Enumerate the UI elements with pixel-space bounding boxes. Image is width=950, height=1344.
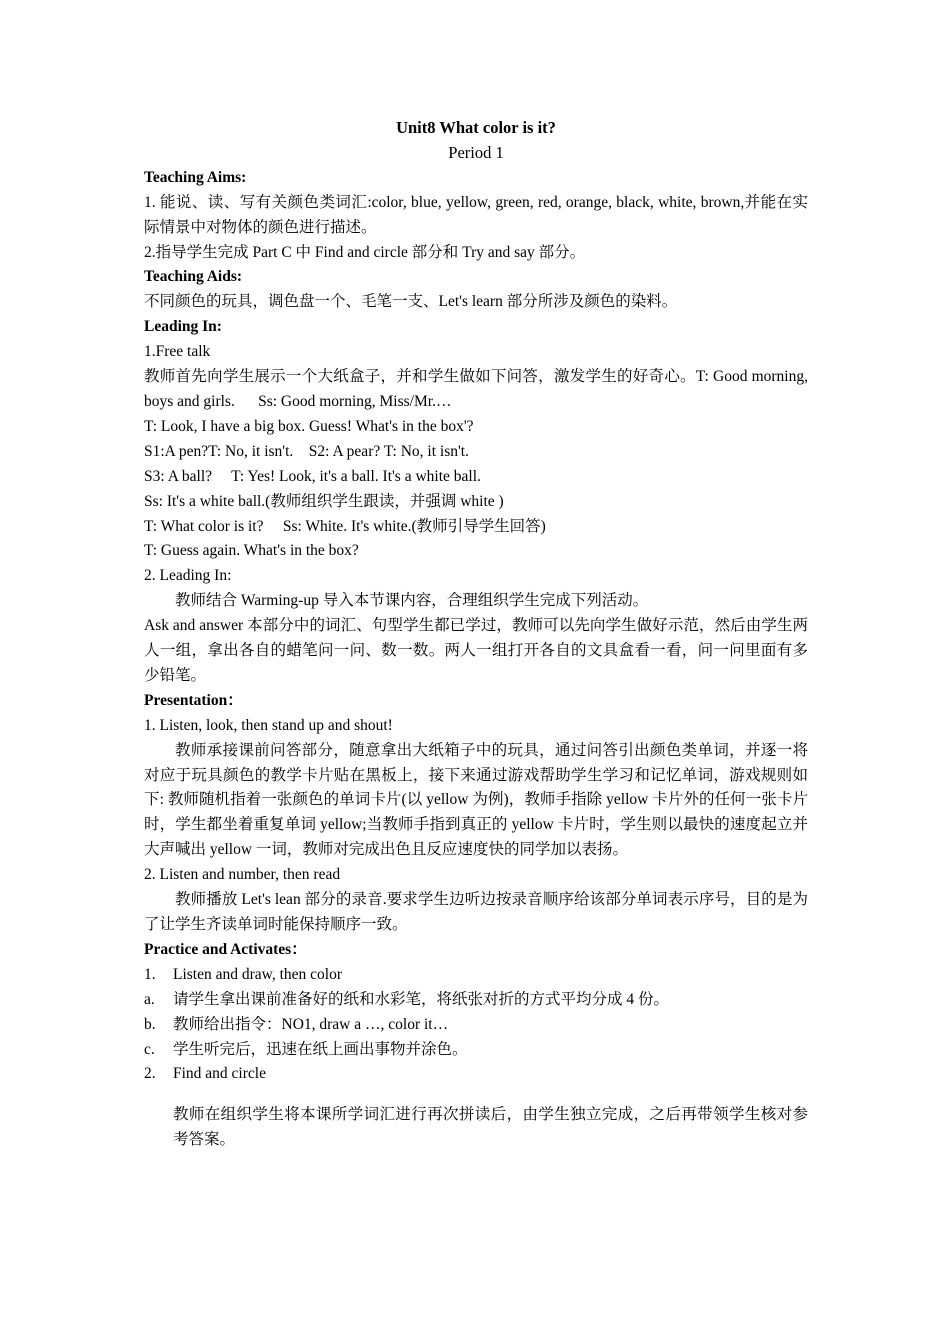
- document-title: Unit8 What color is it?: [396, 118, 556, 137]
- list-item-text: Listen and draw, then color: [173, 965, 343, 983]
- list-marker: 1.: [144, 965, 156, 983]
- teaching-aims-item-1: 1. 能说、读、写有关颜色类词汇:color, blue, yellow, green, red, orange, black, white, brown,并能在实际情景中对物体的颜色进行描述。: [144, 193, 808, 236]
- list-marker: 2.: [144, 1065, 156, 1083]
- leading-in-paragraph: 教师首先向学生展示一个大纸盒子，并和学生做如下问答，激发学生的好奇心。T: Good morning, boys and girls. Ss: Good morning, Miss/Mr.…: [144, 368, 812, 410]
- practice-list-item: [144, 1062, 808, 1087]
- ask-and-answer-paragraph: Ask and answer 本部分中的词汇、句型学生都已学过，教师可以先向学生做好示范，然后由学生两人一组，拿出各自的蜡笔问一问、数一数。两人一组打开各自的文具盒看一看，问一问里面有多少铅笔。: [144, 617, 808, 684]
- dialog-line: T: Look, I have a big box. Guess! What's in the box'?: [144, 417, 474, 435]
- list-marker: a.: [144, 990, 155, 1008]
- presentation-step-1-paragraph: 教师承接课前问答部分，随意拿出大纸箱子中的玩具，通过问答引出颜色类单词，并逐一将对应于玩具颜色的教学卡片贴在黑板上，接下来通过游戏帮助学生学习和记忆单词，游戏规则如下: 教师随机指着一张颜色的单词卡片(以 yellow 为例)，教师手指除 yellow 卡片外的任何一张卡片时，学生都坐着重复单词 yellow;当教师手指到真正的 yellow 卡片时，学生则以最快的速度起立并大声喊出 yellow 一词，教师对完成出色且反应速度快的同学加以表扬。: [144, 741, 808, 859]
- presentation-heading: Presentation：: [144, 691, 243, 709]
- dialog-line: S3: A ball? T: Yes! Look, it's a ball. It's a white ball.: [144, 467, 481, 485]
- teaching-aids-text: 不同颜色的玩具，调色盘一个、毛笔一支、Let's learn 部分所涉及颜色的染料。: [144, 293, 678, 311]
- leading-in-step-2-paragraph: 教师结合 Warming-up 导入本节课内容，合理组织学生完成下列活动。: [175, 592, 649, 610]
- leading-in-step-2: 2. Leading In:: [144, 567, 232, 585]
- practice-list-item: [144, 963, 808, 988]
- presentation-step-2: 2. Listen and number, then read: [144, 866, 341, 884]
- teaching-aids-heading: Teaching Aids:: [144, 268, 243, 286]
- practice-list-item: [144, 1038, 808, 1063]
- dialog-line: T: Guess again. What's in the box?: [144, 542, 359, 560]
- find-and-circle-paragraph: 教师在组织学生将本课所学词汇进行再次拼读后，由学生独立完成，之后再带领学生核对参考答案。: [173, 1105, 808, 1148]
- teaching-aims-heading: Teaching Aims:: [144, 168, 247, 186]
- period-subtitle: Period 1: [448, 142, 504, 162]
- free-talk-label: 1.Free talk: [144, 343, 211, 361]
- document-body: [144, 116, 812, 1168]
- list-marker: c.: [144, 1040, 155, 1058]
- practice-list-item: [144, 1013, 808, 1038]
- list-item-text: 教师给出指令：NO1, draw a …, color it…: [173, 1015, 449, 1033]
- dialog-line: T: What color is it? Ss: White. It's white.(教师引导学生回答): [144, 517, 546, 535]
- list-marker: b.: [144, 1015, 156, 1033]
- practice-list-item: [144, 988, 808, 1013]
- list-item-text: Find and circle: [173, 1065, 266, 1083]
- teaching-aims-item-2: 2.指导学生完成 Part C 中 Find and circle 部分和 Try and say 部分。: [144, 243, 586, 261]
- dialog-line: S1:A pen?T: No, it isn't. S2: A pear? T: No, it isn't.: [144, 442, 469, 460]
- dialog-line: Ss: It's a white ball.(教师组织学生跟读，并强调 white ): [144, 492, 504, 510]
- presentation-step-2-paragraph: 教师播放 Let's lean 部分的录音.要求学生边听边按录音顺序给该部分单词表示序号，目的是为了让学生齐读单词时能保持顺序一致。: [144, 891, 808, 933]
- list-item-text: 学生听完后，迅速在纸上画出事物并涂色。: [173, 1040, 468, 1058]
- leading-in-heading: Leading In:: [144, 318, 222, 336]
- list-item-text: 请学生拿出课前准备好的纸和水彩笔，将纸张对折的方式平均分成 4 份。: [173, 990, 670, 1008]
- presentation-step-1: 1. Listen, look, then stand up and shout!: [144, 716, 393, 734]
- practice-heading: Practice and Activates：: [144, 940, 307, 958]
